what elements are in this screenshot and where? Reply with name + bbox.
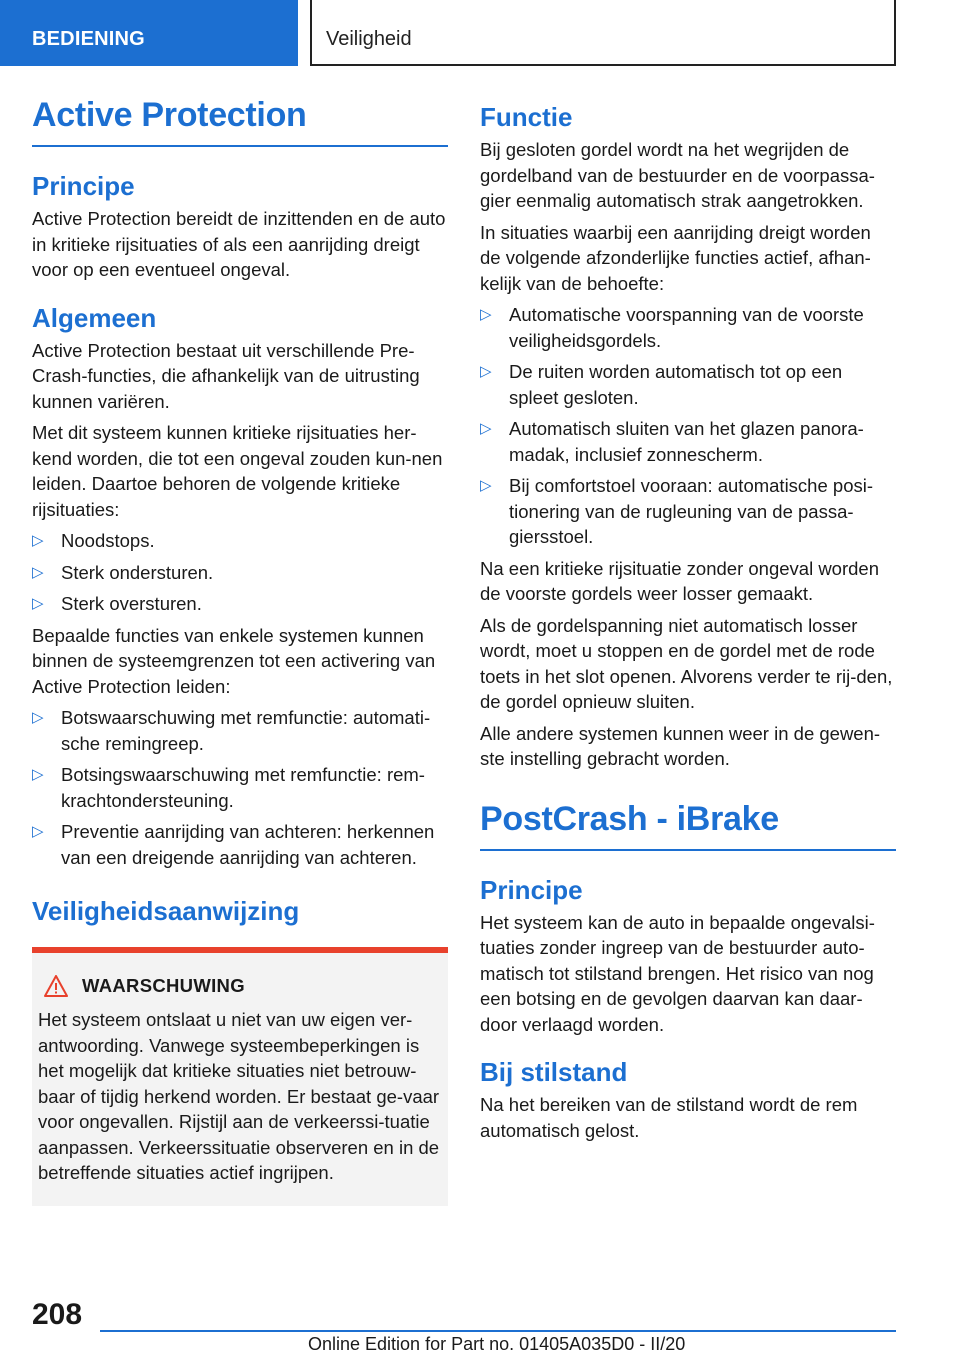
list-item (480, 473, 896, 550)
list-item (32, 591, 448, 617)
postcrash-principe-text: Het systeem kan de auto in bepaalde ongevalsi-tuaties zonder ingreep van de bestuurder auto-matisch tot stilstand brengen. Het risico van nog een botsing en de gevolgen daarvan kan daar-door verlaagd worden. (480, 911, 875, 1035)
warning-title: WAARSCHUWING (82, 975, 245, 996)
functie-paragraph: Na een kritieke rijsituatie zonder ongeval worden de voorste gordels weer losser gemaakt. (480, 557, 879, 604)
functions-list (480, 302, 896, 550)
safety-heading: Veiligheidsaanwijzing (32, 896, 300, 926)
bullet-triangle-icon: ▷ (32, 766, 44, 783)
page-header (0, 0, 960, 66)
functie-paragraph: In situaties waarbij een aanrijding dreigt worden de volgende afzonderlijke functies actief, afhan-kelijk van de behoefte: (480, 221, 871, 294)
bullet-triangle-icon: ▷ (480, 477, 492, 494)
stilstand-heading: Bij stilstand (480, 1057, 628, 1087)
bullet-triangle-icon: ▷ (32, 823, 44, 840)
list-item-text: Botsingswaarschuwing met remfunctie: rem-krachtondersteuning. (61, 764, 425, 811)
warning-box (32, 947, 448, 1206)
chapter-tab[interactable]: Veiligheid (310, 0, 896, 66)
postcrash-section (480, 800, 896, 1144)
bullet-triangle-icon: ▷ (32, 709, 44, 726)
page-title: Active Protection (32, 96, 448, 147)
list-item-text: De ruiten worden automatisch tot op een spleet gesloten. (509, 361, 843, 408)
list-item-text: Automatisch sluiten van het glazen panora-madak, inclusief zonnescherm. (509, 418, 864, 465)
list-item-text: Botswaarschuwing met remfunctie: automati-sche remingreep. (61, 707, 431, 754)
principe-text: Active Protection bereidt de inzittenden en de auto in kritieke rijsituaties of als een aanrijding dreigt voor op een eventueel ongeval. (32, 208, 446, 280)
functie-paragraph: Alle andere systemen kunnen weer in de gewen-ste instelling gebracht worden. (480, 722, 881, 769)
warning-header (44, 975, 440, 997)
bullet-triangle-icon: ▷ (32, 595, 44, 612)
left-column (32, 96, 448, 1206)
bullet-triangle-icon: ▷ (32, 563, 44, 581)
page-number: 208 (32, 1298, 83, 1331)
algemeen-paragraph: Active Protection bestaat uit verschillende Pre-Crash-functies, die afhankelijk van de uitrusting kunnen variëren. (32, 339, 420, 412)
functie-heading: Functie (480, 102, 573, 132)
edition-note: Online Edition for Part no. 01405A035D0 - II/20 (308, 1334, 686, 1354)
list-item (480, 359, 896, 410)
list-item-text: Noodstops. (61, 530, 155, 551)
algemeen-heading: Algemeen (32, 302, 157, 333)
postcrash-principe-heading: Principe (480, 874, 583, 905)
activation-functions-list (32, 705, 448, 870)
section-tab[interactable]: BEDIENING (0, 0, 298, 66)
list-item (32, 762, 448, 813)
list-item-text: Preventie aanrijding van achteren: herkennen van een dreigende aanrijding van achteren. (61, 821, 435, 868)
list-item (480, 416, 896, 467)
principe-heading: Principe (32, 171, 135, 201)
bullet-triangle-icon: ▷ (480, 306, 492, 323)
functie-paragraph: Als de gordelspanning niet automatisch losser wordt, moet u stoppen en de gordel met de rode toets in het slot openen. Alvorens verder te rij-den, de gordel opnieuw sluiten. (480, 614, 893, 712)
list-item (32, 705, 448, 756)
warning-text: Het systeem ontslaat u niet van uw eigen ver-antwoording. Vanwege systeembeperkingen is het mogelijk dat kritieke situaties niet betrouw-baar of tijdig herkend worden. Er bestaat ge-vaar voor ongevallen. Rijstijl aan de verkeerssi-tuatie aanpassen. Verkeerssituatie observeren en in de betreffende situaties actief ingrijpen. (38, 1009, 440, 1183)
algemeen-paragraph: Met dit systeem kunnen kritieke rijsituaties her-kend worden, die tot een ongeval zouden kun-nen leiden. Daartoe behoren de volgende kritieke rijsituaties: (32, 422, 443, 520)
list-item-text: Automatische voorspanning van de voorste veiligheidsgordels. (509, 304, 864, 351)
list-item-text: Sterk ondersturen. (61, 561, 214, 583)
list-item (32, 560, 448, 586)
stilstand-text: Na het bereiken van de stilstand wordt de rem automatisch gelost. (480, 1094, 858, 1141)
right-column (480, 96, 896, 1149)
algemeen-paragraph: Bepaalde functies van enkele systemen kunnen binnen de systeemgrenzen tot een activering van Active Protection leiden: (32, 624, 436, 697)
warning-triangle-icon (44, 975, 68, 997)
list-item (32, 528, 448, 554)
footer-divider (100, 1330, 896, 1332)
bullet-triangle-icon: ▷ (480, 363, 492, 380)
list-item (480, 302, 896, 353)
list-item-text: Sterk oversturen. (61, 593, 202, 614)
bullet-triangle-icon: ▷ (480, 420, 492, 437)
functie-paragraph: Bij gesloten gordel wordt na het wegrijden de gordelband van de bestuurder en de voorpassa-gier eenmalig automatisch strak aangetrokken. (480, 139, 875, 211)
bullet-triangle-icon: ▷ (32, 532, 44, 549)
list-item-text: Bij comfortstoel vooraan: automatische posi-tionering van de rugleuning van de passa-giersstoel. (509, 475, 874, 547)
critical-situations-list (32, 528, 448, 617)
postcrash-title: PostCrash - iBrake (480, 800, 896, 851)
list-item (32, 819, 448, 870)
